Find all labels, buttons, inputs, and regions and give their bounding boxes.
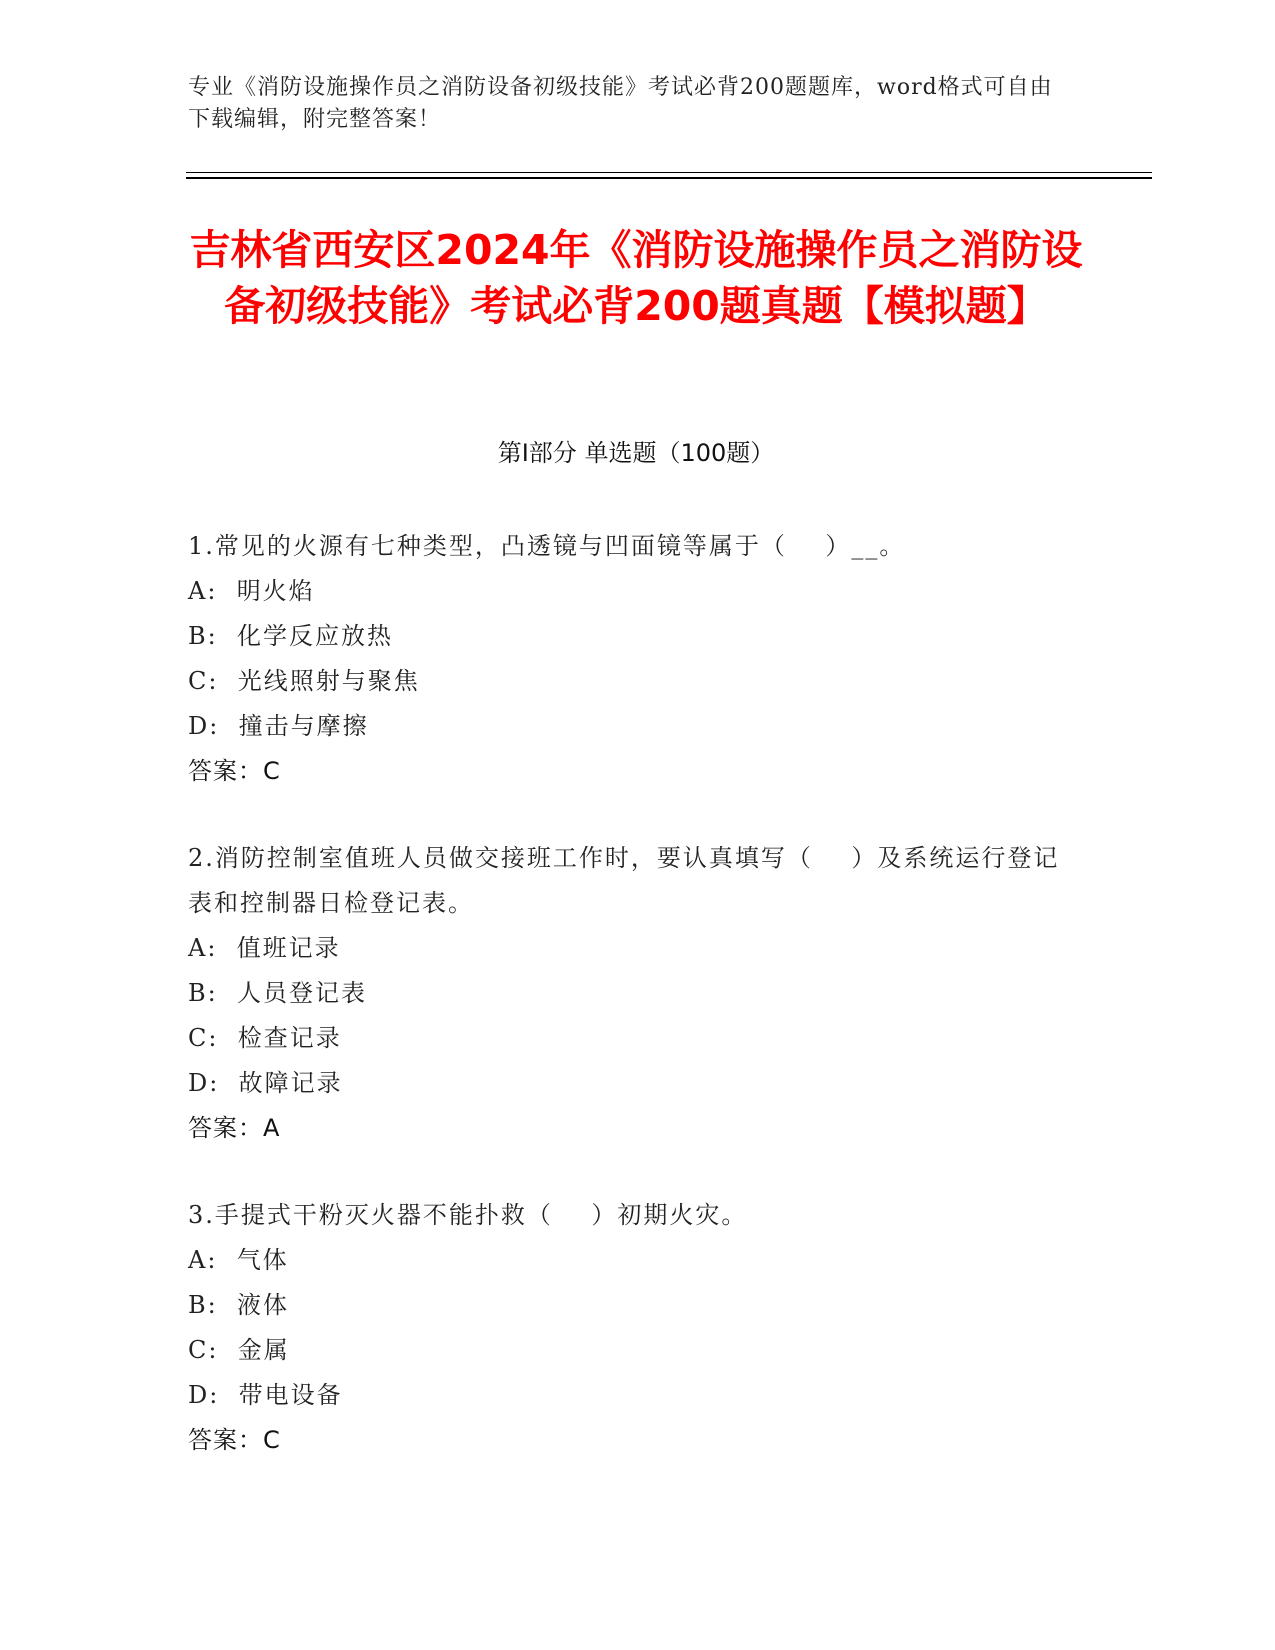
option-text: 化学反应放热 [237,622,393,650]
header-rule-thin [186,172,1152,173]
header-rule-thick [186,177,1152,179]
question-list [188,524,1068,1505]
option-key: A: [188,1246,218,1274]
answer-line: 答案：C [188,1426,281,1454]
option-a [188,926,1068,971]
option-key: B: [188,1291,218,1319]
option-d [188,1061,1068,1106]
question-stem: 1.常见的火源有七种类型，凸透镜与凹面镜等属于（ ）__。 [188,532,906,560]
option-text: 带电设备 [238,1381,343,1409]
option-key: D: [188,1381,220,1409]
option-text: 液体 [237,1291,289,1319]
option-text: 人员登记表 [237,979,367,1007]
option-key: B: [188,979,218,1007]
option-key: C: [188,1024,219,1052]
option-key: C: [188,1336,219,1364]
option-b [188,971,1068,1016]
option-c [188,1016,1068,1061]
option-b [188,614,1068,659]
option-key: A: [188,577,218,605]
document-title: 吉林省西安区2024年《消防设施操作员之消防设备初级技能》考试必背200题真题【模拟题】 [189,226,1083,330]
question-1 [188,524,1068,794]
option-text: 撞击与摩擦 [238,712,369,740]
option-a [188,569,1068,614]
option-text: 金属 [237,1336,290,1364]
option-d [188,704,1068,749]
option-text: 明火焰 [236,577,315,605]
option-text: 气体 [236,1246,289,1274]
option-key: D: [188,712,220,740]
option-text: 故障记录 [238,1069,343,1097]
option-c [188,1328,1068,1373]
question-stem: 3.手提式干粉灭火器不能扑救（ ）初期火灾。 [188,1201,748,1229]
header-note: 专业《消防设施操作员之消防设备初级技能》考试必背200题题库，word格式可自由下载编辑，附完整答案！ [188,75,1053,132]
question-3 [188,1193,1068,1463]
option-text: 值班记录 [236,934,341,962]
question-stem: 2.消防控制室值班人员做交接班工作时，要认真填写（ ）及系统运行登记表和控制器日检登记表。 [188,844,1060,917]
option-key: C: [188,667,219,695]
option-key: D: [188,1069,220,1097]
option-a [188,1238,1068,1283]
option-c [188,659,1068,704]
option-b [188,1283,1068,1328]
answer-line: 答案：C [188,757,281,785]
option-text: 光线照射与聚焦 [237,667,420,695]
answer-line: 答案：A [188,1114,281,1142]
option-text: 检查记录 [237,1024,342,1052]
option-key: A: [188,934,218,962]
section-title: 第Ⅰ部分 单选题（100题） [497,439,775,467]
option-d [188,1373,1068,1418]
question-2 [188,836,1068,1151]
option-key: B: [188,622,218,650]
